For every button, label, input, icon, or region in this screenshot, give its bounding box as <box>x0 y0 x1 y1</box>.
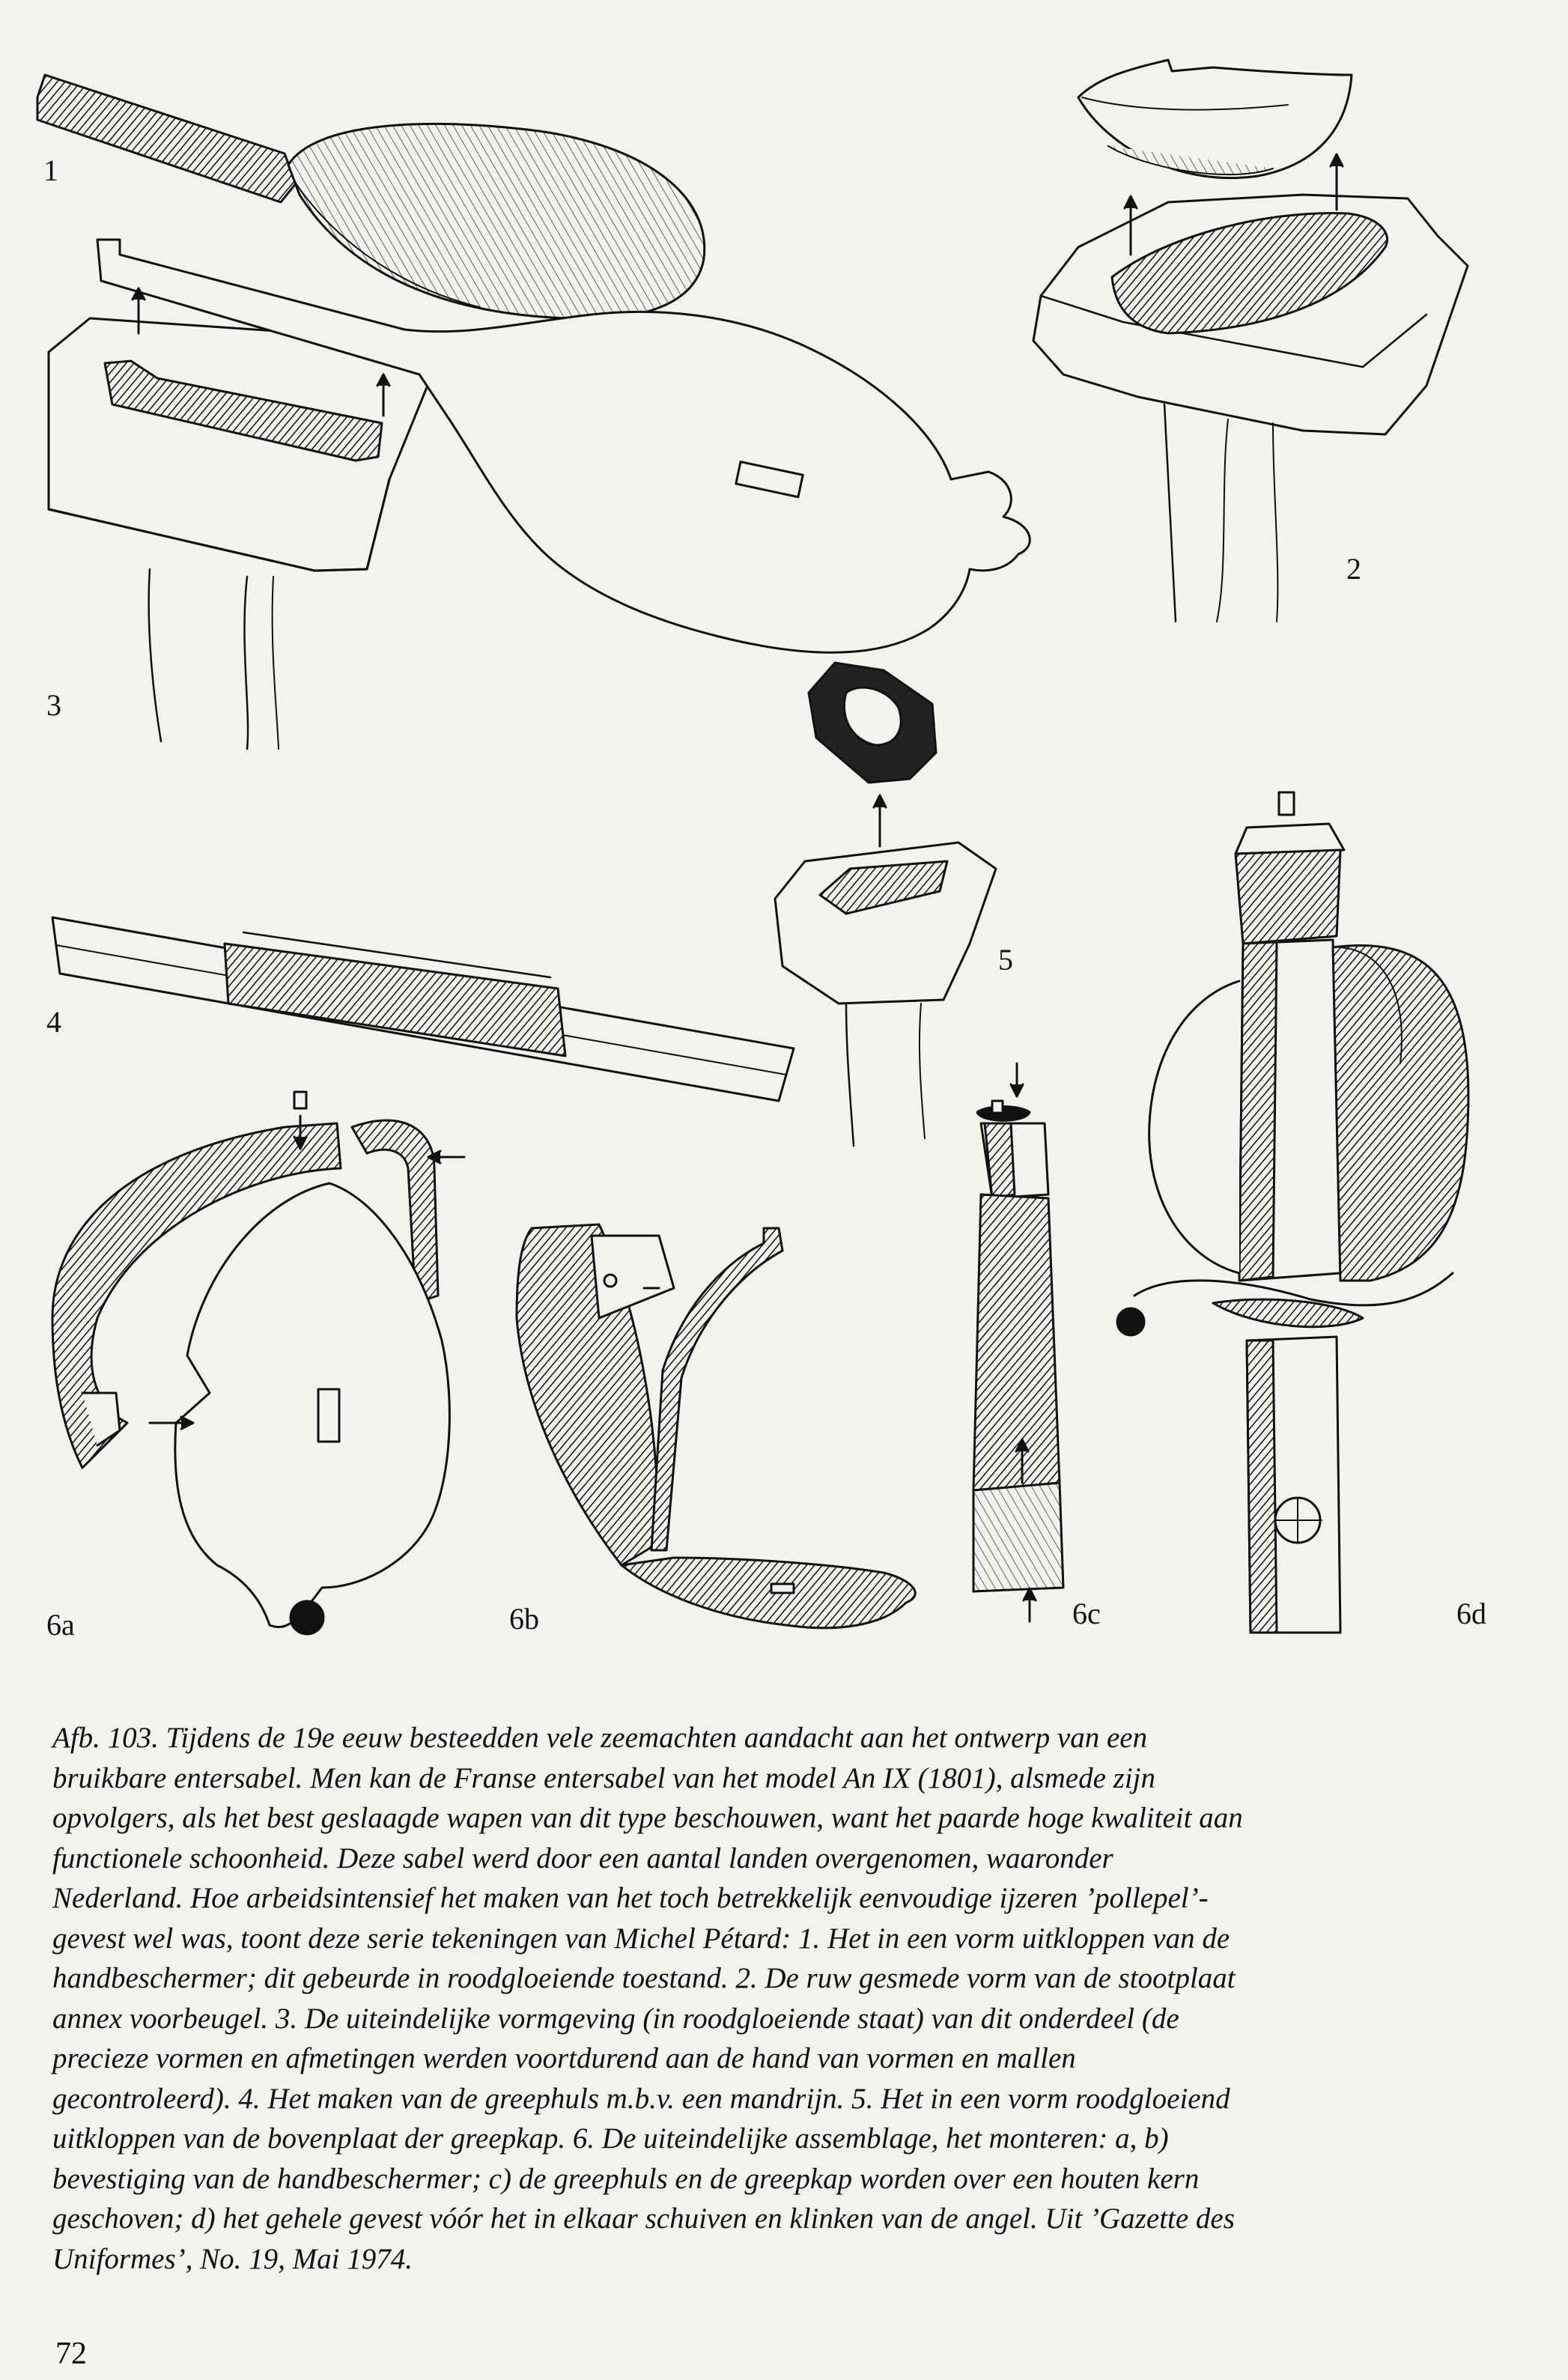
fig5-cap-die-icon <box>775 663 996 1146</box>
caption-line: opvolgers, als het best geslaagde wapen van dit type beschouwen, want het paarde hoge kwaliteit aan <box>52 1802 1243 1834</box>
caption-line: gevest wel was, toont deze serie tekeningen van Michel Pétard: 1. Het in een vorm uitkloppen van de <box>52 1922 1230 1955</box>
page-number: 72 <box>55 2337 87 2371</box>
caption-line: bruikbare entersabel. Men kan de Franse entersabel van het model An IX (1801), alsmede zijn <box>52 1761 1155 1794</box>
figure-label-3: 3 <box>46 688 61 722</box>
caption-line: precieze vormen en afmetingen werden voortdurend aan de hand van vormen en mallen <box>52 2042 1076 2074</box>
caption-line: functionele schoonheid. Deze sabel werd door een aantal landen overgenomen, waaronder <box>52 1842 1113 1874</box>
caption-line: gecontroleerd). 4. Het maken van de greephuls m.b.v. een mandrijn. 5. Het in een vorm roodgloeiend <box>52 2082 1230 2115</box>
caption-line: Uniformes’, No. 19, Mai 1974. <box>52 2242 413 2275</box>
figure-label-2: 2 <box>1346 552 1361 586</box>
caption-line: geschoven; d) het gehele gevest vóór het in elkaar schuiven en klinken van de angel. Uit ’Gazette des <box>52 2203 1235 2235</box>
fig6c-grip-core-icon <box>973 1063 1063 1621</box>
caption-line: Nederland. Hoe arbeidsintensief het maken van het toch betrekkelijk eenvoudige ijzeren ’pollepel’- <box>52 1882 1209 1914</box>
figure-label-6a: 6a <box>46 1608 75 1642</box>
caption-line: handbeschermer; dit gebeurde in roodgloeiende toestand. 2. De ruw gesmede vorm van de stootplaat <box>52 1962 1236 1994</box>
figure-label-6c: 6c <box>1072 1597 1101 1630</box>
figure-caption <box>52 1718 1513 2279</box>
fig4-mandrel-icon <box>52 917 794 1101</box>
figure-label-6b: 6b <box>509 1602 539 1636</box>
fig6a-guard-assembly-icon <box>52 1092 464 1634</box>
figure-label-6d: 6d <box>1456 1597 1486 1630</box>
fig6b-knuckle-bow-icon <box>517 1224 915 1628</box>
fig2-anvil-die-icon <box>1033 60 1468 622</box>
figure-label-1: 1 <box>43 154 58 187</box>
figure-label-5: 5 <box>998 943 1013 977</box>
caption-line: uitkloppen van de bovenplaat der greepkap. 6. De uiteindelijke assemblage, het monteren: a, b) <box>52 2122 1169 2155</box>
caption-line: bevestiging van de handbeschermer; c) de greephuls en de greepkap worden over een houten kern <box>52 2162 1200 2195</box>
fig6d-complete-hilt-icon <box>1117 792 1468 1633</box>
caption-line: Afb. 103. Tijdens de 19e eeuw besteedden vele zeemachten aandacht aan het ontwerp van een <box>52 1722 1148 1754</box>
caption-line: annex voorbeugel. 3. De uiteindelijke vormgeving (in roodgloeiende staat) van dit onderdeel (de <box>52 2002 1179 2035</box>
figure-label-4: 4 <box>46 1005 61 1039</box>
